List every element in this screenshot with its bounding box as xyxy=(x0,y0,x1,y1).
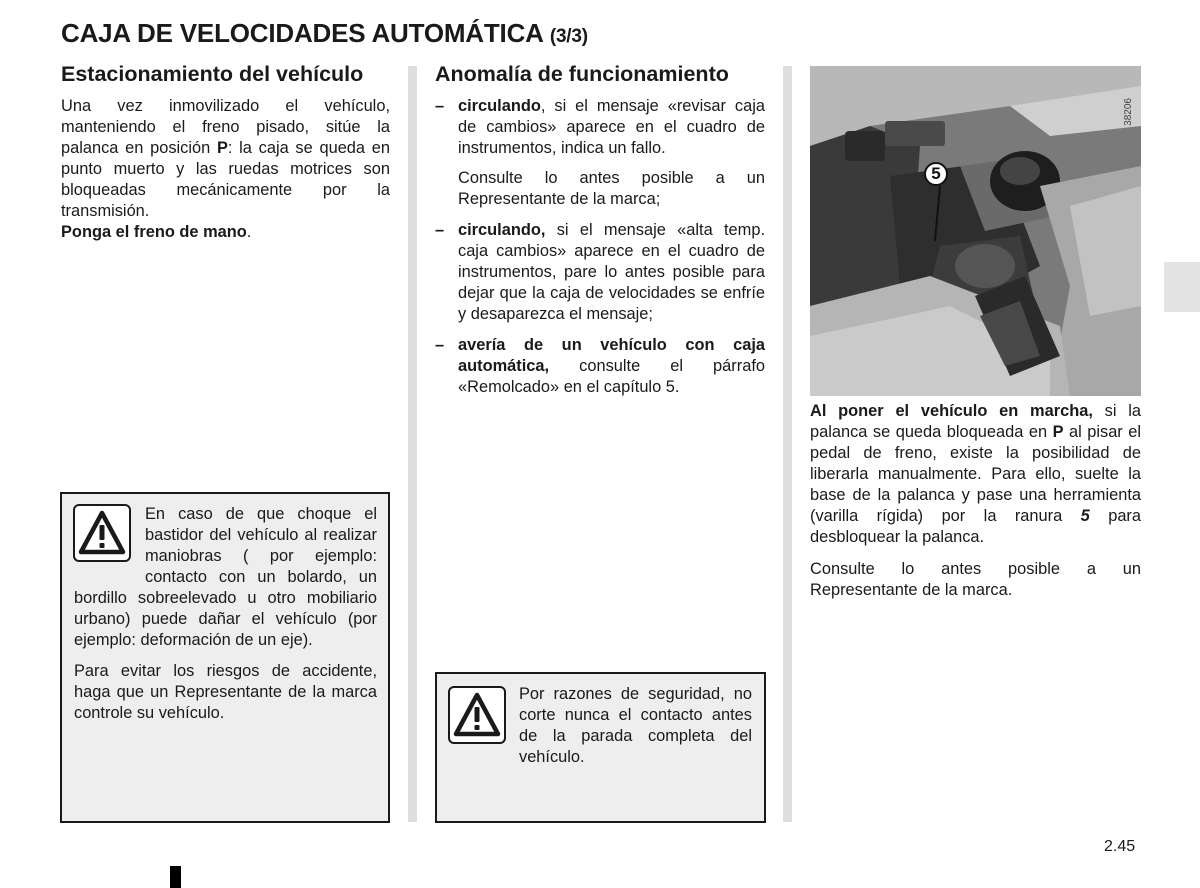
column-separator-1 xyxy=(408,66,417,822)
parking-paragraph xyxy=(61,96,390,243)
parking-handbrake-instruction: Ponga el freno de mano xyxy=(61,223,247,241)
start-vehicle-text-b: al pisar el pedal de freno, existe la posibilidad de liberarla manualmente. Para ello, suelte la base de la palanca y pase una herramienta (varilla rígida) por la ranura xyxy=(810,423,1142,525)
warning-box-collision xyxy=(60,492,390,823)
warning-ignition-text: Por razones de seguridad, no corte nunca el contacto antes de la parada completa del vehículo. xyxy=(519,685,752,766)
section-heading-malfunction: Anomalía de funcionamiento xyxy=(435,62,729,86)
section-heading-parking: Estacionamiento del vehículo xyxy=(61,62,364,86)
dash-bullet: – xyxy=(435,336,445,354)
start-vehicle-lead: Al poner el vehículo en marcha, xyxy=(810,402,1093,420)
start-vehicle-text-a: si la palanca se queda bloqueada en xyxy=(810,402,1141,441)
consult-representative-paragraph: Consulte lo antes posible a un Representante de la marca. xyxy=(810,560,1141,599)
list-item-text xyxy=(458,335,765,398)
warning-icon-spacer xyxy=(74,504,145,578)
warning-collision-p1: En caso de que choque el bastidor del vehículo al realizar maniobras ( por ejemplo: contacto con un bolardo, un bordillo sobreelevado u otro mobiliario urbano) puede dañar el vehículo (por ejemplo: deformación de un eje). xyxy=(74,505,377,649)
parking-position-p: P xyxy=(216,139,228,157)
list-item-body: si el mensaje «alta temp. caja cambios» aparece en el cuadro de instrumentos, pare lo antes posible para dejar que la caja de velocidades se enfríe y desaparezca el mensaje; xyxy=(458,221,765,323)
parking-end-dot: . xyxy=(246,223,252,241)
list-item-lead: avería de un vehículo con caja automática, xyxy=(458,336,765,375)
list-item-text xyxy=(458,96,765,159)
start-vehicle-paragraph xyxy=(810,401,1141,548)
list-item-lead: circulando xyxy=(458,97,541,115)
list-item xyxy=(435,220,765,325)
warning-triangle-icon xyxy=(448,686,506,744)
parking-text-a: Una vez inmovilizado el vehículo, manteniendo el freno pisado, sitúe la palanca en posición xyxy=(61,97,390,157)
page-title-suffix: (3/3) xyxy=(549,26,588,47)
page-title-text: CAJA DE VELOCIDADES AUTOMÁTICA xyxy=(61,18,543,48)
start-vehicle-position-p: P xyxy=(1052,423,1064,441)
callout-label-5: 5 xyxy=(924,162,948,186)
page-number: 2.45 xyxy=(1104,838,1136,855)
list-item xyxy=(435,335,765,398)
photo-reference-number: 38206 xyxy=(1123,98,1134,126)
gear-lever-photo xyxy=(810,66,1141,396)
warning-box-ignition xyxy=(435,672,766,823)
column-separator-2 xyxy=(783,66,792,822)
start-vehicle-text-c: para desbloquear la palanca. xyxy=(810,507,1142,546)
footer-bar-mark xyxy=(170,866,181,888)
dash-bullet: – xyxy=(435,221,445,239)
list-item-text xyxy=(458,220,765,325)
parking-text-b: : la caja se queda en punto muerto y las ruedas motrices son bloqueadas mecánicamente por la transmisión. xyxy=(61,139,390,220)
list-item-body: consulte el párrafo «Remolcado» en el capítulo 5. xyxy=(458,357,765,396)
list-item xyxy=(435,96,765,210)
page-title xyxy=(61,18,588,49)
start-vehicle-slot-5: 5 xyxy=(1080,507,1090,525)
warning-collision-p2: Para evitar los riesgos de accidente, haga que un Representante de la marca controle su vehículo. xyxy=(74,662,377,722)
list-item-body: , si el mensaje «revisar caja de cambios» aparece en el cuadro de instrumentos, indica un fallo. xyxy=(458,97,765,157)
list-item-lead: circulando, xyxy=(458,221,546,239)
list-item-subtext: Consulte lo antes posible a un Representante de la marca; xyxy=(458,169,765,208)
warning-collision-text xyxy=(74,504,377,724)
dash-bullet: – xyxy=(435,97,445,115)
malfunction-list xyxy=(435,96,765,408)
chapter-thumb-tab xyxy=(1164,262,1200,312)
